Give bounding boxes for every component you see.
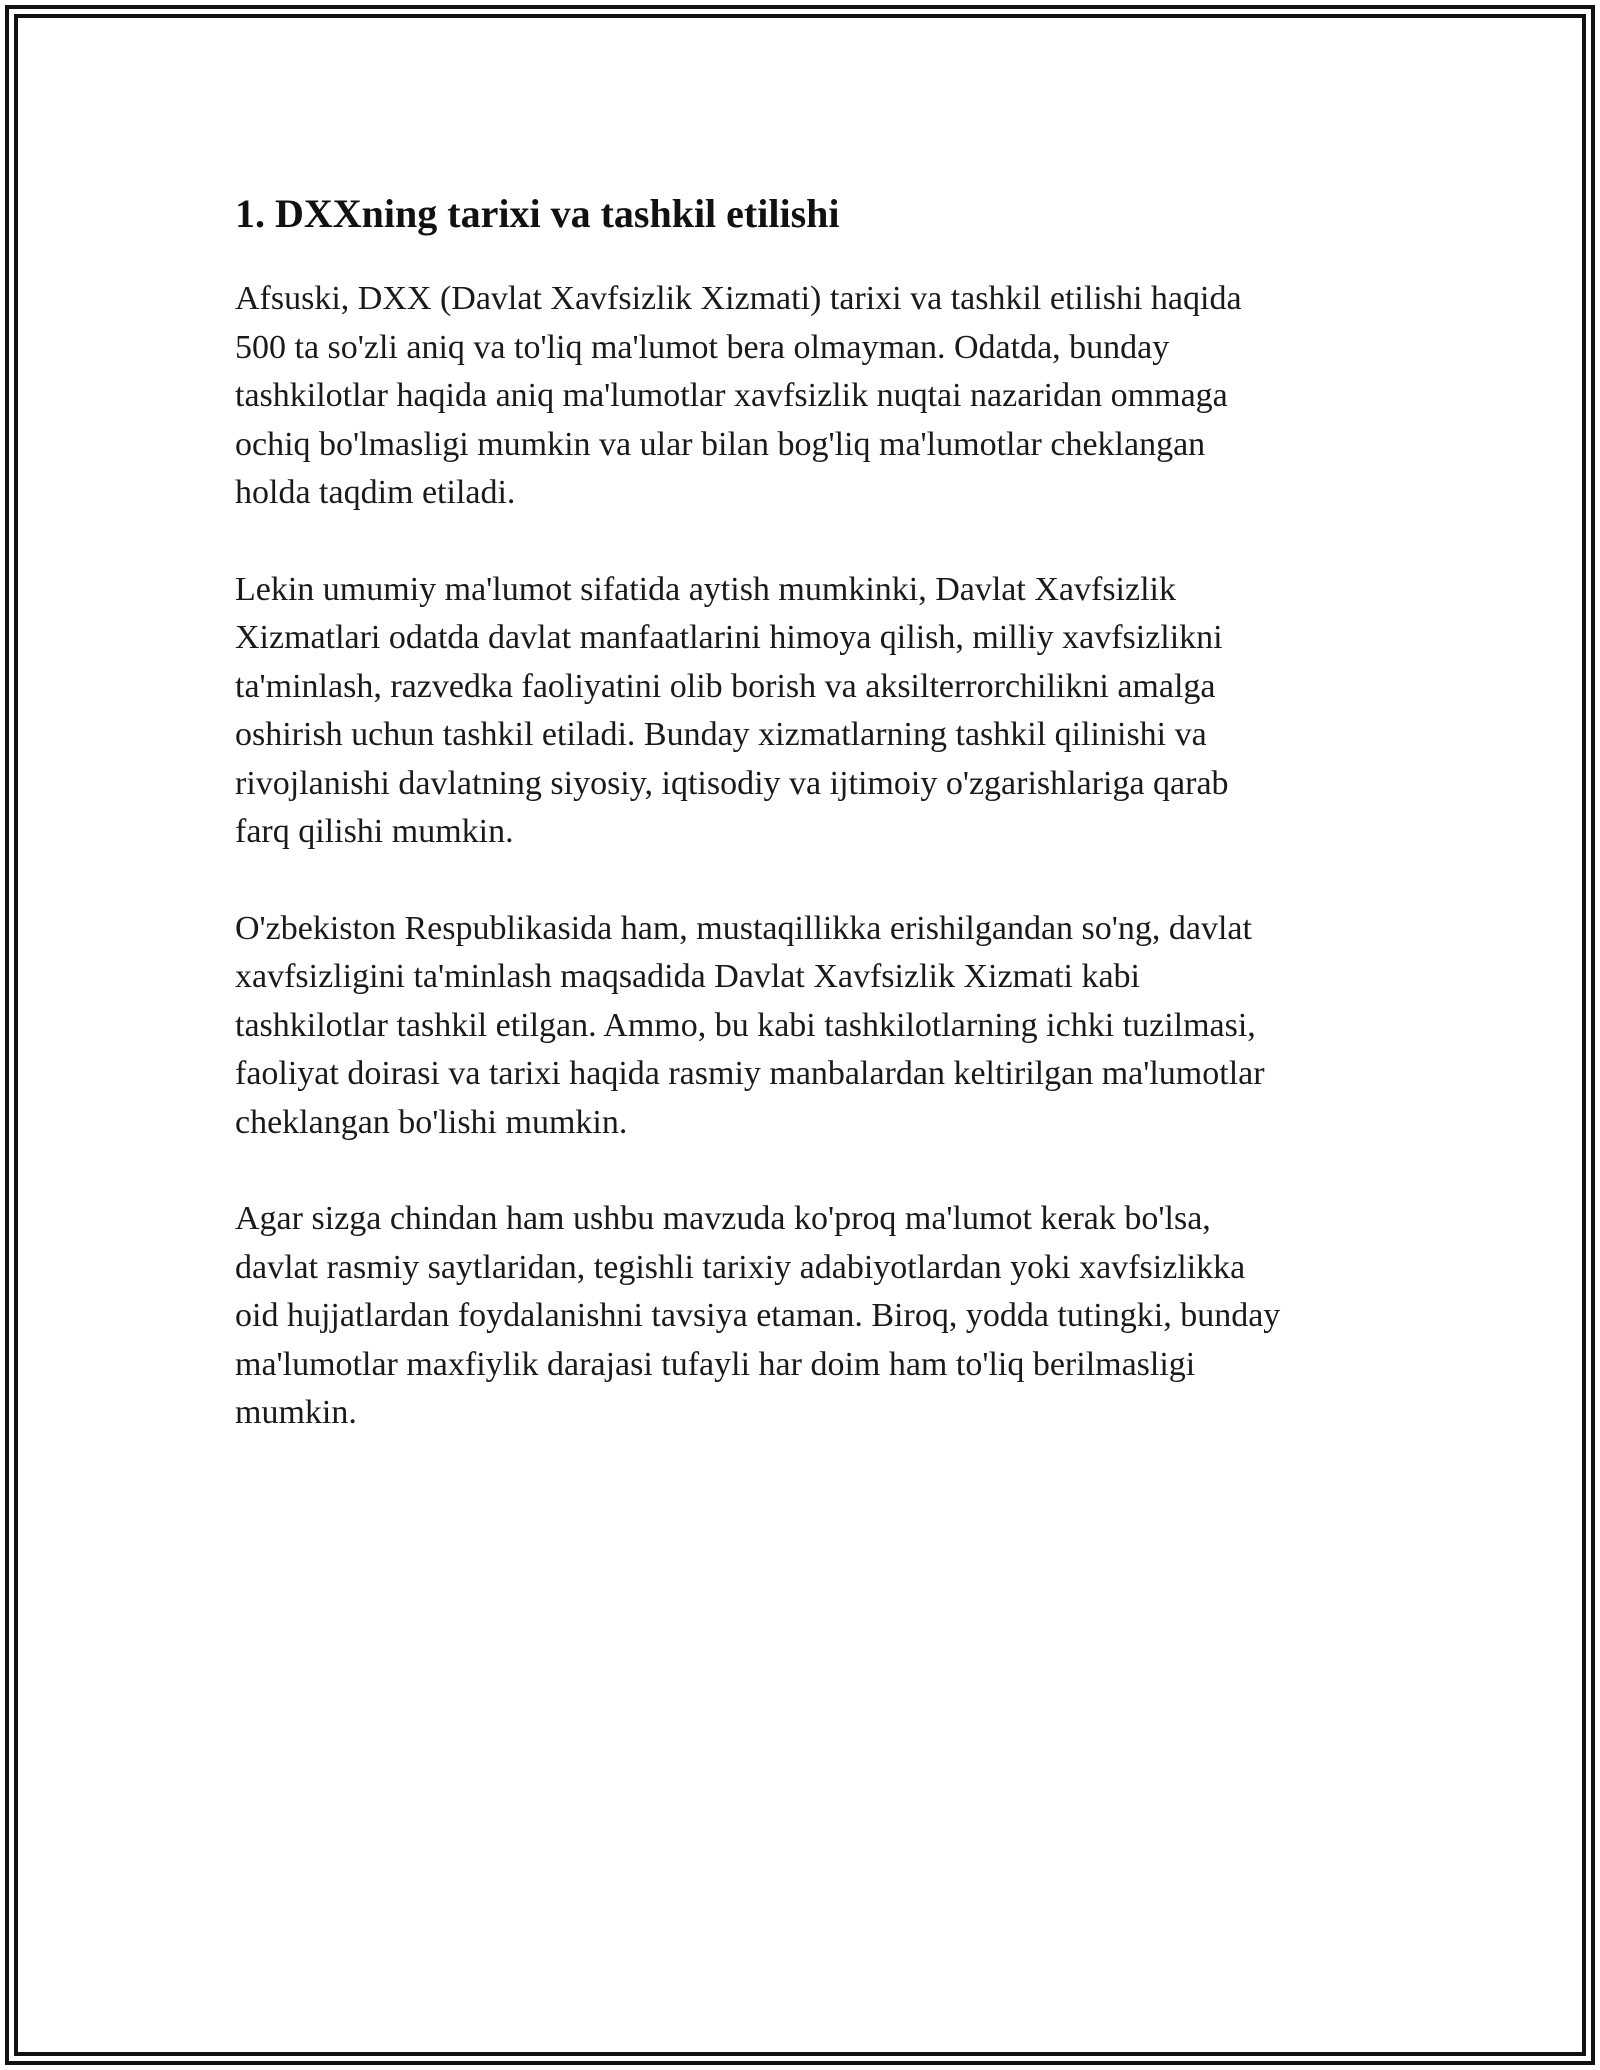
paragraph-line: Xizmatlari odatda davlat manfaatlarini himoya qilish, milliy xavfsizlikni bbox=[235, 619, 1223, 656]
section-title: 1. DXXning tarixi va tashkil etilishi bbox=[235, 191, 840, 236]
paragraph-line: Afsuski, DXX (Davlat Xavfsizlik Xizmati) tarixi va tashkil etilishi haqida bbox=[235, 280, 1242, 317]
paragraph-line: O'zbekiston Respublikasida ham, mustaqillikka erishilgandan so'ng, davlat bbox=[235, 909, 1252, 947]
paragraph-list bbox=[235, 275, 1385, 1438]
paragraph-2 bbox=[235, 566, 1385, 857]
paragraph-line: Agar sizga chindan ham ushbu mavzuda ko'proq ma'lumot kerak bo'lsa, bbox=[235, 1200, 1211, 1237]
paragraph-line: tashkilotlar haqida aniq ma'lumotlar xavfsizlik nuqtai nazaridan ommaga bbox=[235, 377, 1228, 414]
paragraph-line: rivojlanishi davlatning siyosiy, iqtisodiy va ijtimoiy o'zgarishlariga qarab bbox=[235, 764, 1229, 802]
paragraph-line: 500 ta so'zli aniq va to'liq ma'lumot bera olmayman. Odatda, bunday bbox=[235, 328, 1170, 366]
paragraph-line: ochiq bo'lmasligi mumkin va ular bilan bog'liq ma'lumotlar cheklangan bbox=[235, 425, 1206, 463]
paragraph-3 bbox=[235, 905, 1385, 1148]
paragraph-line: oid hujjatlardan foydalanishni tavsiya etaman. Biroq, yodda tutingki, bunday bbox=[235, 1297, 1281, 1334]
paragraph-line: oshirish uchun tashkil etiladi. Bunday xizmatlarning tashkil qilinishi va bbox=[235, 716, 1207, 753]
paragraph-line: ma'lumotlar maxfiylik darajasi tufayli har doim ham to'liq berilmasligi bbox=[235, 1345, 1196, 1383]
paragraph-line: xavfsizligini ta'minlash maqsadida Davlat Xavfsizlik Xizmati kabi bbox=[235, 958, 1141, 995]
paragraph-line: davlat rasmiy saytlaridan, tegishli tarixiy adabiyotlardan yoki xavfsizlikka bbox=[235, 1248, 1246, 1286]
paragraph-line: mumkin. bbox=[235, 1394, 357, 1431]
paragraph-line: holda taqdim etiladi. bbox=[235, 474, 516, 511]
paragraph-line: cheklangan bo'lishi mumkin. bbox=[235, 1103, 628, 1141]
paragraph-line: tashkilotlar tashkil etilgan. Ammo, bu kabi tashkilotlarning ichki tuzilmasi, bbox=[235, 1006, 1256, 1044]
paragraph-line: ta'minlash, razvedka faoliyatini olib borish va aksilterrorchilikni amalga bbox=[235, 667, 1216, 705]
paragraph-line: farq qilishi mumkin. bbox=[235, 813, 514, 850]
paragraph-line: Lekin umumiy ma'lumot sifatida aytish mumkinki, Davlat Xavfsizlik bbox=[235, 570, 1176, 608]
document-body bbox=[235, 185, 1385, 1486]
paragraph-line: faoliyat doirasi va tarixi haqida rasmiy manbalardan keltirilgan ma'lumotlar bbox=[235, 1055, 1265, 1092]
paragraph-4 bbox=[235, 1195, 1385, 1438]
paragraph-1 bbox=[235, 275, 1385, 518]
